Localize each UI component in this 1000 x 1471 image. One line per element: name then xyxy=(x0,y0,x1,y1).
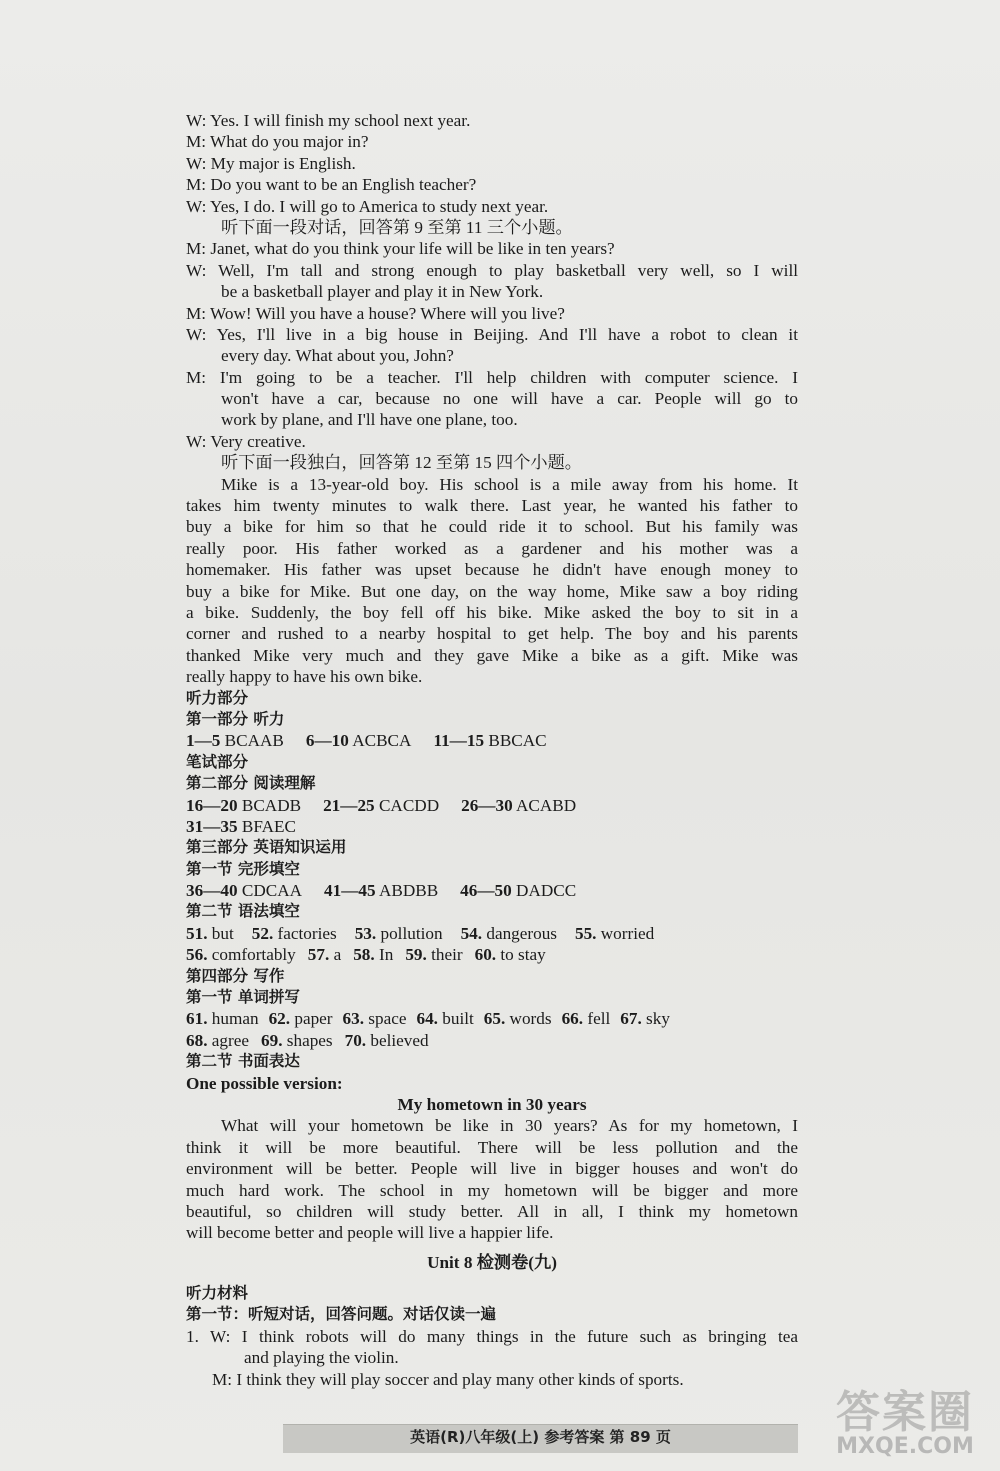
answer-number: 41—45 xyxy=(324,881,376,901)
answer-group xyxy=(308,944,341,965)
page-footer: 英语(R)八年级(上) 参考答案 第 89 页 xyxy=(410,1428,671,1446)
listening-material-heading: 听力材料 xyxy=(186,1284,249,1303)
answer-value: built xyxy=(437,1009,474,1029)
answer-value: comfortably xyxy=(207,945,296,965)
watermark xyxy=(820,1376,990,1462)
answer-group xyxy=(353,944,393,965)
answer-group xyxy=(186,1030,249,1051)
part3-heading: 第三部分 英语知识运用 xyxy=(186,838,347,857)
answer-group xyxy=(269,1008,333,1029)
answer-group xyxy=(261,1030,333,1051)
answer-number: 53. xyxy=(354,923,377,943)
text-line: a bike. Suddenly, the boy fell off his bike. Mike asked the boy to sit in a xyxy=(186,602,798,622)
part2-answers-row2 xyxy=(186,816,798,837)
answer-number: 66. xyxy=(561,1009,584,1029)
text-line: W: Well, I'm tall and strong enough to play basketball very well, so I will xyxy=(186,260,798,280)
answer-content xyxy=(186,110,798,1390)
answer-group xyxy=(620,1008,670,1029)
answer-number: 64. xyxy=(416,1009,438,1029)
answer-group xyxy=(186,816,296,837)
answer-group xyxy=(433,730,546,751)
answer-number: 58. xyxy=(353,945,375,965)
answer-value: shapes xyxy=(282,1030,333,1050)
answer-value: DADCC xyxy=(511,881,577,901)
text-line: work by plane, and I'll have one plane, too. xyxy=(221,410,518,430)
answer-number: 11—15 xyxy=(433,731,485,751)
part2-answers-row1 xyxy=(186,795,798,816)
text-line: M: What do you major in? xyxy=(186,132,369,152)
answer-value: fell xyxy=(583,1009,611,1029)
answer-number: 63. xyxy=(342,1009,364,1029)
essay-body xyxy=(186,1115,798,1243)
grammar-answers-row1 xyxy=(186,923,798,944)
text-line: takes him twenty minutes to walk there. Last year, he wanted his father to xyxy=(186,496,798,516)
answer-number: 21—25 xyxy=(323,795,375,815)
dialogue-2 xyxy=(186,238,798,452)
answer-group xyxy=(345,1030,429,1051)
answer-value: factories xyxy=(273,923,337,943)
text-line: won't have a car, because no one will have a car. People will go to xyxy=(221,389,798,409)
answer-group xyxy=(186,1008,259,1029)
text-line: beautiful, so children will study better. All in all, I think my hometown xyxy=(186,1201,798,1221)
answer-number: 59. xyxy=(405,945,427,965)
text-line: environment will be better. People will live in bigger houses and won't do xyxy=(186,1159,798,1179)
answer-value: but xyxy=(207,923,234,943)
answer-group xyxy=(461,795,576,816)
answer-value: BFAEC xyxy=(237,816,296,836)
answer-number: 31—35 xyxy=(186,816,238,836)
answer-value: their xyxy=(426,945,463,965)
answer-number: 51. xyxy=(186,923,208,943)
text-line: M: Do you want to be an English teacher? xyxy=(186,175,477,195)
answer-group xyxy=(343,1008,407,1029)
answer-number: 52. xyxy=(251,923,274,943)
answer-group xyxy=(460,880,576,901)
answer-group xyxy=(484,1008,552,1029)
text-line: W: My major is English. xyxy=(186,153,356,173)
text-line: buy a bike for him so that he could ride it to school. But his family was xyxy=(186,517,798,537)
text-line: 1. W: I think robots will do many things in the future such as bringing tea xyxy=(186,1326,798,1346)
answer-value: sky xyxy=(641,1009,670,1029)
cloze-answers xyxy=(186,880,798,901)
text-line: W: Yes, I do. I will go to America to study next year. xyxy=(186,196,549,216)
answer-number: 36—40 xyxy=(186,881,238,901)
answer-number: 56. xyxy=(186,945,208,965)
text-line: M: I think they will play soccer and play many other kinds of sports. xyxy=(212,1369,684,1389)
answer-value: ABDBB xyxy=(375,881,439,901)
unit-title: Unit 8 检测卷(九) xyxy=(427,1252,557,1272)
answer-number: 57. xyxy=(307,945,330,965)
answer-number: 62. xyxy=(268,1009,291,1029)
text-line: buy a bike for Mike. But one day, on the way home, Mike saw a boy riding xyxy=(186,581,798,601)
text-line: corner and rushed to a nearby hospital to get help. The boy and his parents xyxy=(186,624,798,644)
answer-value: a xyxy=(329,945,342,965)
watermark-url: MXQE.COM xyxy=(836,1434,974,1459)
answer-number: 65. xyxy=(483,1009,506,1029)
answer-number: 1—5 xyxy=(186,731,221,751)
answer-value: paper xyxy=(290,1009,333,1029)
answer-group xyxy=(461,923,557,944)
text-line: will become better and people will live a happier life. xyxy=(186,1223,554,1243)
answer-value: to stay xyxy=(496,945,546,965)
answer-number: 54. xyxy=(460,923,483,943)
answer-number: 6—10 xyxy=(305,731,349,751)
spelling-heading: 第一节 单词拼写 xyxy=(186,988,300,1007)
part1-answers xyxy=(186,730,798,751)
spelling-answers-row2 xyxy=(186,1030,798,1051)
answer-group xyxy=(562,1008,611,1029)
answer-value: In xyxy=(374,945,394,965)
essay-title: My hometown in 30 years xyxy=(397,1094,587,1114)
answer-value: ACABD xyxy=(512,795,577,815)
answer-group xyxy=(324,880,438,901)
answer-group xyxy=(252,923,337,944)
answer-group xyxy=(575,923,654,944)
answer-value: pollution xyxy=(376,923,443,943)
text-line: every day. What about you, John? xyxy=(221,346,454,366)
text-line: M: Janet, what do you think your life will be like in ten years? xyxy=(186,239,615,259)
answer-number: 55. xyxy=(574,923,597,943)
answer-group xyxy=(186,730,284,751)
text-line: W: Very creative. xyxy=(186,431,306,451)
answer-group xyxy=(355,923,443,944)
answer-value: ACBCA xyxy=(348,731,412,751)
text-line: M: Wow! Will you have a house? Where will you live? xyxy=(186,303,565,323)
answer-group xyxy=(416,1008,473,1029)
grammar-heading: 第二节 语法填空 xyxy=(186,902,300,921)
text-line: be a basketball player and play it in New York. xyxy=(221,282,544,302)
section-heading-12-15: 听下面一段独白，回答第 12 至第 15 四个小题。 xyxy=(221,453,582,473)
answer-group xyxy=(405,944,462,965)
cloze-heading: 第一节 完形填空 xyxy=(186,859,300,878)
answer-group xyxy=(306,730,412,751)
text-line: think it will be more beautiful. There will be less pollution and the xyxy=(186,1137,798,1157)
answer-value: human xyxy=(207,1009,259,1029)
answer-value: BCAAB xyxy=(220,731,284,751)
text-line: homemaker. His father was upset because he didn't have enough money to xyxy=(186,560,798,580)
answer-group xyxy=(323,795,439,816)
answer-number: 60. xyxy=(474,945,497,965)
text-line: thanked Mike very much and they gave Mike a bike as a gift. Mike was xyxy=(186,645,798,665)
answer-number: 46—50 xyxy=(460,881,512,901)
text-line: W: Yes. I will finish my school next year. xyxy=(186,111,471,130)
writing-heading: 第二节 书面表达 xyxy=(186,1052,300,1071)
answer-value: words xyxy=(505,1009,552,1029)
answer-value: CDCAA xyxy=(237,881,303,901)
answer-value: CACDD xyxy=(374,795,440,815)
answer-group xyxy=(186,923,234,944)
text-line: What will your hometown be like in 30 years? As for my hometown, I xyxy=(221,1116,798,1136)
answer-value: worried xyxy=(596,923,655,943)
question-1 xyxy=(186,1326,798,1390)
part2-heading: 第二部分 阅读理解 xyxy=(186,774,316,793)
text-line: much hard work. The school in my hometown will be bigger and more xyxy=(186,1180,798,1200)
answer-value: dangerous xyxy=(482,923,557,943)
answer-value: BCADB xyxy=(237,795,302,815)
part4-heading: 第四部分 写作 xyxy=(186,966,285,985)
text-line: M: I'm going to be a teacher. I'll help children with computer science. I xyxy=(186,367,798,387)
listen-section1-heading: 第一节：听短对话，回答问题。对话仅读一遍 xyxy=(186,1305,497,1324)
answer-group xyxy=(186,944,296,965)
watermark-logo: 答案圈 xyxy=(836,1387,974,1438)
text-line: Mike is a 13-year-old boy. His school is a mile away from his home. It xyxy=(221,474,798,494)
answer-value: believed xyxy=(366,1030,429,1050)
answer-value: BBCAC xyxy=(484,731,547,751)
answer-group xyxy=(186,880,302,901)
dialogue-1 xyxy=(186,110,798,217)
answer-number: 67. xyxy=(620,1009,642,1029)
answer-number: 26—30 xyxy=(461,795,513,815)
monologue xyxy=(186,474,798,688)
section-heading-9-11: 听下面一段对话，回答第 9 至第 11 三个小题。 xyxy=(221,217,573,237)
written-part-heading: 笔试部分 xyxy=(186,752,249,771)
answer-number: 70. xyxy=(344,1030,367,1050)
answer-value: space xyxy=(364,1009,407,1029)
text-line: really poor. His father worked as a gardener and his mother was a xyxy=(186,538,798,558)
answer-group xyxy=(475,944,546,965)
answer-number: 69. xyxy=(261,1030,283,1050)
answer-number: 68. xyxy=(186,1030,208,1050)
text-line: really happy to have his own bike. xyxy=(186,667,423,687)
answer-number: 61. xyxy=(186,1009,208,1029)
answer-number: 16—20 xyxy=(186,795,238,815)
text-line: W: Yes, I'll live in a big house in Beijing. And I'll have a robot to clean it xyxy=(186,324,798,344)
answer-value: agree xyxy=(207,1030,249,1050)
spelling-answers-row1 xyxy=(186,1008,798,1029)
part1-heading: 第一部分 听力 xyxy=(186,709,285,728)
text-line: and playing the violin. xyxy=(244,1348,399,1368)
possible-version-label: One possible version: xyxy=(186,1073,343,1093)
grammar-answers-row2 xyxy=(186,944,798,965)
listening-part-heading: 听力部分 xyxy=(186,688,249,707)
answer-group xyxy=(186,795,301,816)
